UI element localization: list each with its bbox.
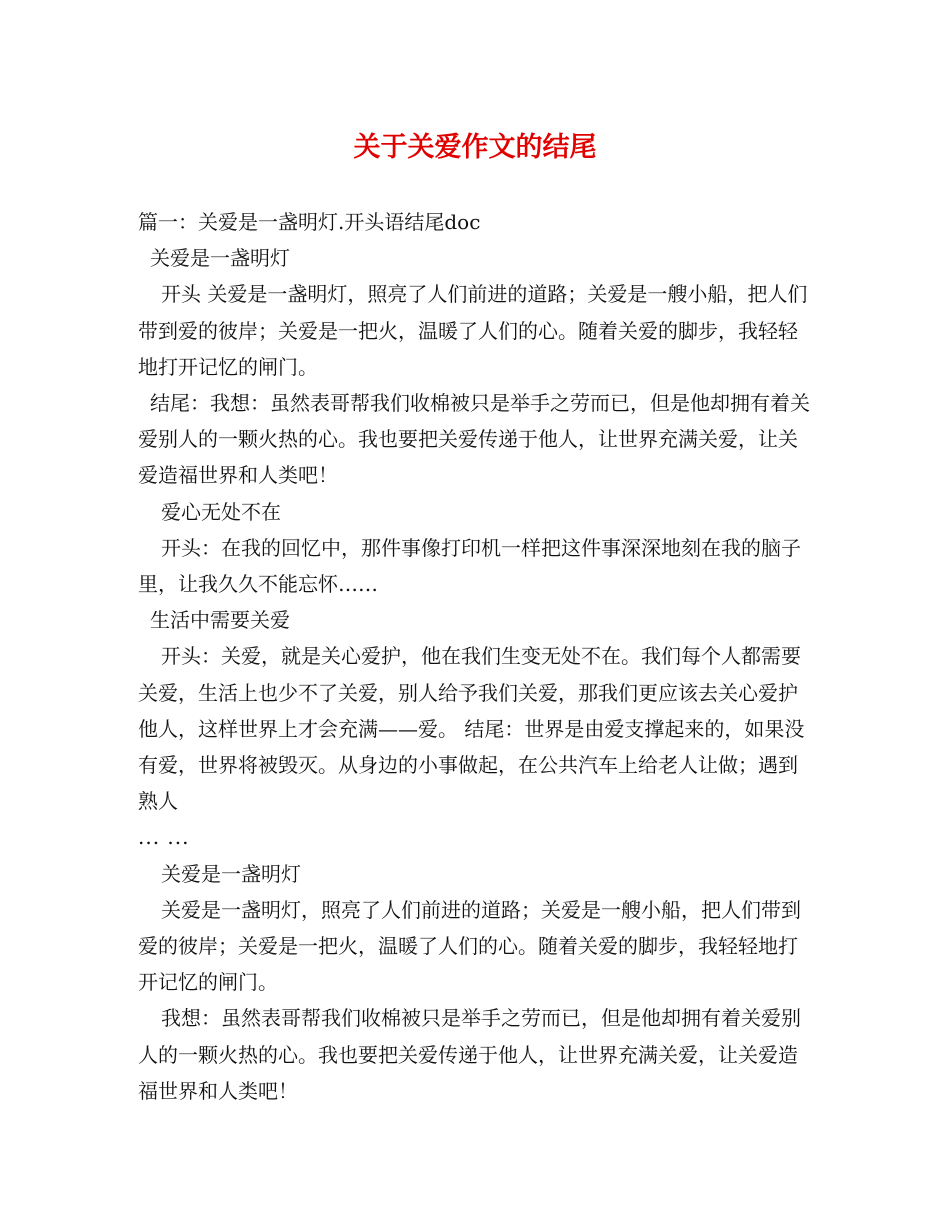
body-paragraph: 开头 关爱是一盏明灯，照亮了人们前进的道路；关爱是一艘小船，把人们带到爱的彼岸；关爱是一把火，温暖了人们的心。随着关爱的脚步，我轻轻地打开记忆的闸门。 xyxy=(138,282,808,379)
document-body xyxy=(138,204,814,1109)
body-paragraph: 结尾：我想：虽然表哥帮我们收棉被只是举手之劳而已，但是他却拥有着关爱别人的一颗火热的心。我也要把关爱传递于他人，让世界充满关爱，让关爱造福世界和人类吧！ xyxy=(138,391,810,488)
ellipsis-separator: ... ... xyxy=(138,825,190,850)
body-paragraph: 开头：关爱，就是关心爱护，他在我们生变无处不在。我们每个人都需要关爱，生活上也少不了关爱，别人给予我们关爱，那我们更应该去关心爱护他人，这样世界上才会充满——爱。 结尾：世界是由爱支撑起来的，如果没有爱，世界将被毁灭。从身边的小事做起，在公共汽车上给老人让做；遇到熟人 xyxy=(138,644,805,814)
subheading: 爱心无处不在 xyxy=(161,499,281,524)
section-heading: 篇一：关爱是一盏明灯.开头语结尾doc xyxy=(138,210,481,234)
subheading: 生活中需要关爱 xyxy=(150,608,290,633)
document-title: 关于关爱作文的结尾 xyxy=(353,132,597,163)
body-paragraph: 开头：在我的回忆中，那件事像打印机一样把这件事深深地刻在我的脑子里，让我久久不能忘怀…… xyxy=(138,535,801,597)
subheading: 关爱是一盏明灯 xyxy=(161,861,301,886)
subheading: 关爱是一盏明灯 xyxy=(150,246,290,271)
body-paragraph: 关爱是一盏明灯，照亮了人们前进的道路；关爱是一艘小船，把人们带到爱的彼岸；关爱是一把火，温暖了人们的心。随着关爱的脚步，我轻轻地打开记忆的闸门。 xyxy=(138,897,801,995)
body-paragraph: 我想：虽然表哥帮我们收棉被只是举手之劳而已，但是他却拥有着关爱别人的一颗火热的心。我也要把关爱传递于他人，让世界充满关爱，让关爱造福世界和人类吧！ xyxy=(138,1006,801,1103)
